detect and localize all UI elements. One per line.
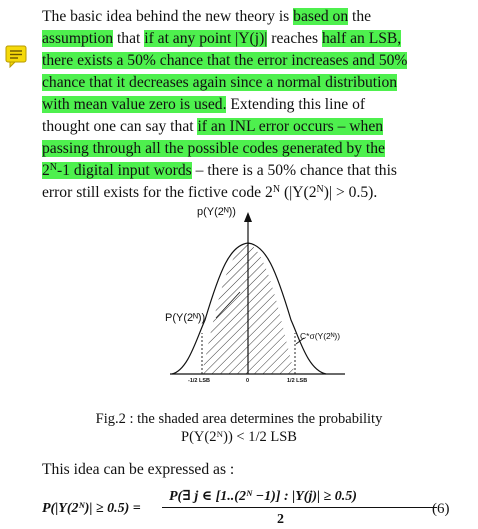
highlighted-text[interactable]: half an LSB, [321, 30, 402, 47]
figure-caption-line-1: Fig.2 : the shaded area determines the probability [95, 411, 383, 427]
text-span: error still exists for the fictive code 2 [42, 184, 273, 201]
area-label: P(Y(2ᴺ)) [165, 312, 206, 324]
fraction-bar [162, 507, 437, 508]
highlighted-text[interactable]: with mean value zero is used. [42, 96, 227, 113]
expression-intro: This idea can be expressed as : [42, 461, 235, 478]
highlighted-text[interactable]: passing through all the possible codes generated by the [42, 140, 385, 157]
highlighted-text[interactable]: assumption [42, 30, 114, 47]
equation-lhs: P(|Y(2ᴺ)| ≥ 0.5) = [42, 501, 141, 516]
highlighted-text[interactable]: if an INL error occurs – when [197, 118, 384, 135]
equation-numerator: P(∃ j ∈ [1..(2ᴺ −1)] : |Y(j)| ≥ 0.5) [169, 489, 357, 504]
text-span: 2 [42, 162, 50, 179]
tick-label-left: -1/2 LSB [188, 378, 211, 384]
highlighted-text[interactable]: chance that it decreases again since a normal distribution [42, 74, 398, 91]
tick-label-zero: 0 [246, 378, 250, 384]
y-axis-arrow [244, 212, 252, 222]
equation-denominator: 2 [277, 512, 284, 527]
superscript: N [316, 184, 324, 195]
highlighted-text[interactable]: based on [293, 8, 349, 25]
superscript: N [49, 162, 58, 173]
sigma-label: C*σ(Y(2ᴺ)) [300, 331, 341, 341]
text-span: the [348, 8, 372, 25]
superscript: N [272, 184, 281, 195]
highlighted-text[interactable]: there exists a 50% chance that the error increases and 50% [42, 52, 408, 69]
text-span: that [113, 30, 145, 47]
y-axis-label: p(Y(2ᴺ)) [197, 206, 236, 218]
equation-number: (6) [432, 501, 450, 517]
text-span: thought one can say that [42, 118, 198, 135]
text-span: The basic idea behind the new theory is [42, 8, 294, 25]
highlighted-text[interactable]: if at any point |Y(j)| [144, 30, 268, 47]
equation-6 [42, 486, 462, 526]
text-span: )| > 0.5). [323, 184, 378, 201]
figure-caption-line-2: P(Y(2ᴺ)) < 1/2 LSB [181, 429, 297, 445]
text-span: (|Y(2 [280, 184, 317, 201]
tick-label-right: 1/2 LSB [287, 378, 308, 384]
text-span: Extending this line of [226, 96, 366, 113]
text-span: -1 digital input words [57, 162, 192, 179]
text-span: – there is a 50% chance that this [191, 162, 397, 179]
text-span: reaches [267, 30, 322, 47]
